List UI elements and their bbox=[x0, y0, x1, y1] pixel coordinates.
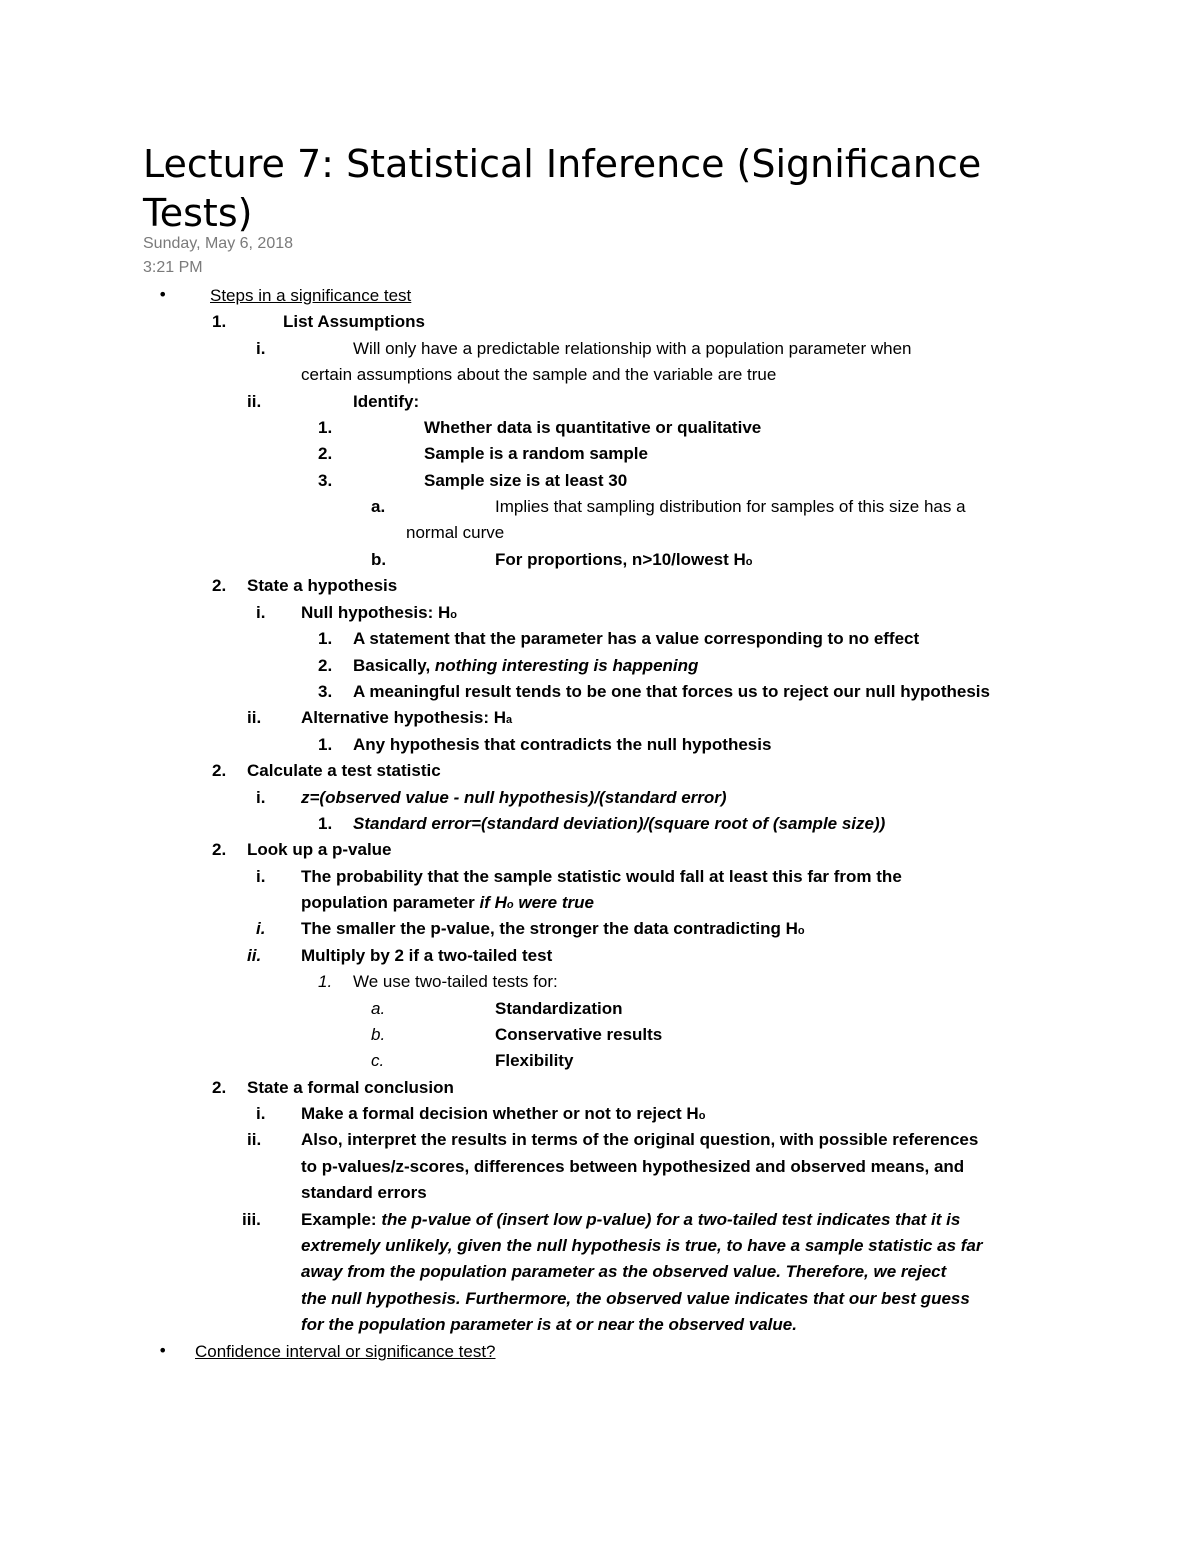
example-line4: the null hypothesis. Furthermore, the observed value indicates that our best guess bbox=[301, 1289, 970, 1308]
list-number: ii. bbox=[247, 392, 262, 411]
p-value-smaller: The smaller the p-value, the stronger the data contradicting Ho bbox=[301, 919, 805, 938]
identify-item: Whether data is quantitative or qualitative bbox=[424, 418, 762, 437]
two-tailed-reason: Flexibility bbox=[495, 1051, 574, 1070]
list-letter: a. bbox=[371, 497, 386, 516]
step-test-statistic: Calculate a test statistic bbox=[247, 761, 441, 780]
example-line1: Example: the p-value of (insert low p-value) for a two-tailed test indicates that it is bbox=[301, 1210, 961, 1229]
step-p-value: Look up a p-value bbox=[247, 840, 392, 859]
null-hypothesis-item: Basically, nothing interesting is happening bbox=[353, 656, 699, 675]
bullet-marker: • bbox=[158, 285, 168, 304]
sample-size-note-line2: normal curve bbox=[406, 523, 505, 542]
list-number: 1. bbox=[318, 972, 333, 991]
z-formula: z=(observed value - null hypothesis)/(standard error) bbox=[301, 788, 727, 807]
null-hypothesis-label: Null hypothesis: Ho bbox=[301, 603, 457, 622]
list-number: ii. bbox=[247, 1130, 262, 1149]
list-letter: b. bbox=[371, 550, 387, 569]
identify-item: Sample size is at least 30 bbox=[424, 471, 628, 490]
example-line5: for the population parameter is at or near the observed value. bbox=[301, 1315, 797, 1334]
list-number: 1. bbox=[318, 735, 333, 754]
list-letter: a. bbox=[371, 999, 386, 1018]
list-number: 2. bbox=[318, 656, 333, 675]
list-number: i. bbox=[256, 339, 266, 358]
list-number: i. bbox=[256, 603, 266, 622]
formal-decision: Make a formal decision whether or not to reject Ho bbox=[301, 1104, 706, 1123]
null-hypothesis-item: A statement that the parameter has a value corresponding to no effect bbox=[353, 629, 920, 648]
step-formal-conclusion: State a formal conclusion bbox=[247, 1078, 454, 1097]
p-value-def-line2: population parameter if Ho were true bbox=[301, 893, 594, 912]
page-title: Lecture 7: Statistical Inference (Significance Tests) bbox=[143, 142, 982, 235]
list-number: 2. bbox=[212, 576, 227, 595]
list-number: 2. bbox=[212, 840, 227, 859]
list-number: iii. bbox=[242, 1210, 261, 1229]
alt-hypothesis-item: Any hypothesis that contradicts the null hypothesis bbox=[353, 735, 772, 754]
list-number: ii. bbox=[247, 708, 262, 727]
assumption-text-line2: certain assumptions about the sample and the variable are true bbox=[301, 365, 777, 384]
example-line2: extremely unlikely, given the null hypothesis is true, to have a sample statistic as far bbox=[301, 1236, 983, 1255]
alt-hypothesis-label: Alternative hypothesis: Ha bbox=[301, 708, 513, 727]
list-letter: c. bbox=[371, 1051, 385, 1070]
step-state-hypothesis: State a hypothesis bbox=[247, 576, 398, 595]
list-number: i. bbox=[256, 919, 266, 938]
list-number: 3. bbox=[318, 471, 333, 490]
note-time: 3:21 PM bbox=[143, 259, 203, 276]
identify-item: Sample is a random sample bbox=[424, 444, 648, 463]
proportions-note: For proportions, n>10/lowest Ho bbox=[495, 550, 753, 569]
two-tailed-reasons-label: We use two-tailed tests for: bbox=[353, 972, 558, 991]
list-number: ii. bbox=[247, 946, 262, 965]
identify-label: Identify: bbox=[353, 392, 420, 411]
list-number: 3. bbox=[318, 682, 333, 701]
standard-error-formula: Standard error=(standard deviation)/(square root of (sample size)) bbox=[353, 814, 886, 833]
steps-heading: Steps in a significance test bbox=[210, 286, 412, 305]
list-number: 2. bbox=[318, 444, 333, 463]
list-number: 2. bbox=[212, 761, 227, 780]
list-number: 1. bbox=[318, 629, 333, 648]
two-tailed-multiply: Multiply by 2 if a two-tailed test bbox=[301, 946, 553, 965]
step-list-assumptions: List Assumptions bbox=[283, 312, 425, 331]
list-letter: b. bbox=[371, 1025, 386, 1044]
list-number: 1. bbox=[318, 418, 333, 437]
assumption-text-line1: Will only have a predictable relationship with a population parameter when bbox=[353, 339, 912, 358]
p-value-def-line1: The probability that the sample statistic would fall at least this far from the bbox=[301, 867, 902, 886]
interpret-line2: to p-values/z-scores, differences between hypothesized and observed means, and bbox=[301, 1157, 965, 1176]
two-tailed-reason: Standardization bbox=[495, 999, 623, 1018]
confidence-heading: Confidence interval or significance test? bbox=[195, 1342, 496, 1361]
interpret-line1: Also, interpret the results in terms of the original question, with possible references bbox=[301, 1130, 979, 1149]
list-number: i. bbox=[256, 788, 266, 807]
list-number: 2. bbox=[212, 1078, 227, 1097]
list-number: i. bbox=[256, 867, 266, 886]
example-line3: away from the population parameter as the observed value. Therefore, we reject bbox=[301, 1262, 947, 1281]
two-tailed-reason: Conservative results bbox=[495, 1025, 663, 1044]
list-number: i. bbox=[256, 1104, 266, 1123]
sample-size-note-line1: Implies that sampling distribution for samples of this size has a bbox=[495, 497, 966, 516]
list-number: 1. bbox=[212, 312, 227, 331]
interpret-line3: standard errors bbox=[301, 1183, 427, 1202]
null-hypothesis-item: A meaningful result tends to be one that forces us to reject our null hypothesis bbox=[353, 682, 990, 701]
list-number: 1. bbox=[318, 814, 333, 833]
bullet-marker: • bbox=[158, 1341, 168, 1360]
note-date: Sunday, May 6, 2018 bbox=[143, 235, 294, 252]
